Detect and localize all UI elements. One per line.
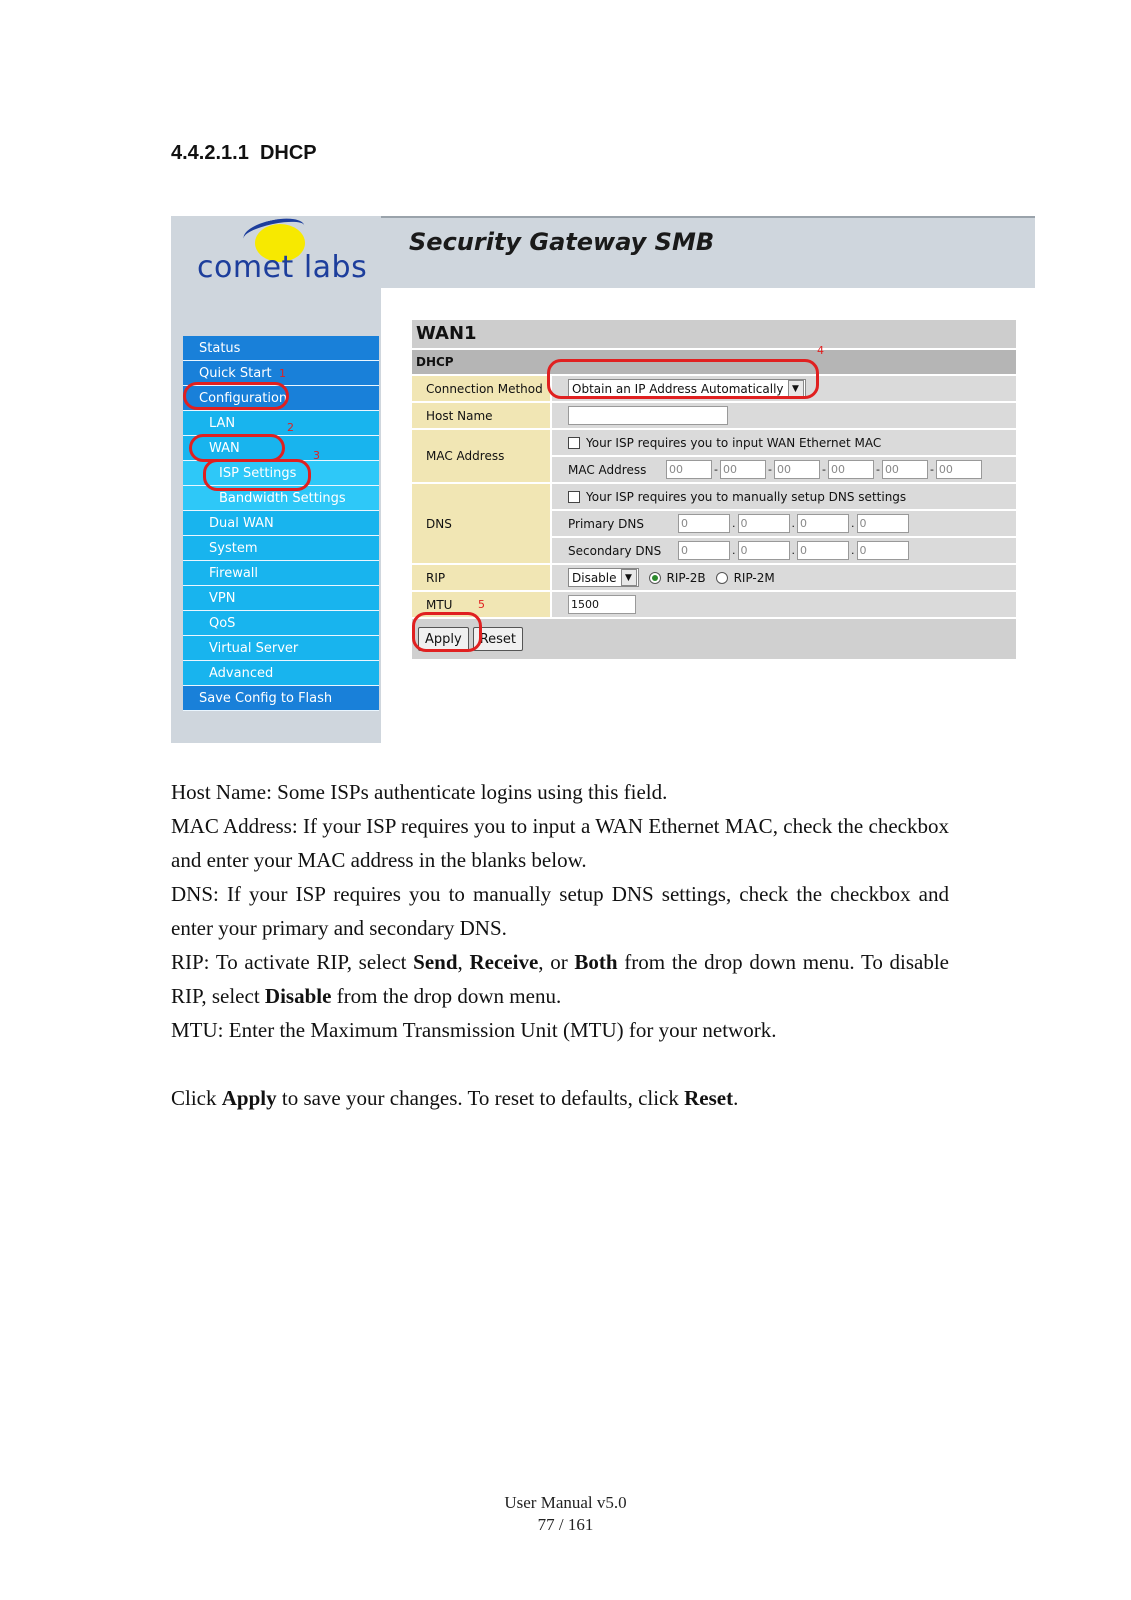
- dns-checkbox-label: Your ISP requires you to manually setup DNS settings: [586, 489, 907, 504]
- primary-dns-input-3[interactable]: 0: [797, 514, 849, 533]
- rip-2b-label: RIP-2B: [666, 570, 706, 585]
- field-separator: .: [732, 544, 736, 557]
- row-dns: [412, 484, 1016, 563]
- field-separator: -: [714, 463, 718, 476]
- mac-checkbox-label: Your ISP requires you to input WAN Ethernet MAC: [586, 435, 882, 450]
- dns-label: DNS: [412, 484, 550, 563]
- primary-dns-input-4[interactable]: 0: [857, 514, 909, 533]
- apply-term: Apply: [221, 1086, 277, 1110]
- rip-send-term: Send: [413, 950, 458, 974]
- mac-octet-input-4[interactable]: 00: [828, 460, 874, 479]
- connection-method-label: Connection Method: [412, 376, 550, 401]
- chevron-down-icon: ▼: [621, 569, 637, 586]
- sidebar-item-vpn[interactable]: VPN: [183, 586, 379, 611]
- row-mac-address: [412, 430, 1016, 482]
- sidebar-item-bandwidth-settings[interactable]: Bandwidth Settings: [183, 486, 379, 511]
- mac-checkbox[interactable]: [568, 437, 580, 449]
- sidebar-item-save-config-to-flash[interactable]: Save Config to Flash: [183, 686, 379, 711]
- mac-octet-input-6[interactable]: 00: [936, 460, 982, 479]
- button-row: [412, 619, 1016, 659]
- rip-desc-part: from the drop down menu.: [331, 984, 562, 1008]
- rip-2m-label: RIP-2M: [733, 570, 775, 585]
- section-number: 4.4.2.1.1: [171, 142, 249, 164]
- dns-desc: DNS: If your ISP requires you to manually setup DNS settings, check the checkbox and enter your primary and secondary DNS.: [171, 882, 949, 940]
- rip-desc-part: from the drop down menu. To disable RIP, select: [171, 950, 949, 1008]
- rip-receive-term: Receive: [469, 950, 539, 974]
- footer-manual: User Manual v5.0: [504, 1493, 627, 1512]
- mac-field-label: MAC Address: [568, 462, 647, 477]
- rip-2m-radio[interactable]: [716, 572, 728, 584]
- apply-desc-part: Click: [171, 1086, 222, 1110]
- apply-desc-part: .: [733, 1086, 739, 1110]
- sidebar-item-firewall[interactable]: Firewall: [183, 561, 379, 586]
- field-separator: .: [791, 517, 795, 530]
- field-separator: .: [851, 517, 855, 530]
- mtu-desc: MTU: Enter the Maximum Transmission Unit (MTU) for your network.: [171, 1018, 777, 1042]
- sidebar-item-isp-settings[interactable]: ISP Settings: [183, 461, 379, 486]
- sidebar-item-lan[interactable]: LAN: [183, 411, 379, 436]
- primary-dns-input-1[interactable]: 0: [678, 514, 730, 533]
- annotation-connection-method: [547, 359, 819, 399]
- primary-dns-input-2[interactable]: 0: [738, 514, 790, 533]
- sidebar-item-status[interactable]: Status: [183, 336, 379, 361]
- secondary-dns-input-4[interactable]: 0: [857, 541, 909, 560]
- apply-button[interactable]: Apply: [418, 627, 469, 651]
- body-text: [171, 775, 949, 1115]
- field-separator: .: [791, 544, 795, 557]
- section-title: DHCP: [259, 142, 317, 164]
- connection-method-value: Obtain an IP Address Automatically: [572, 381, 784, 396]
- section-heading: [171, 142, 317, 165]
- footer-page-number: 77 / 161: [537, 1515, 594, 1534]
- logo-text: comet labs: [197, 250, 368, 285]
- row-rip: [412, 565, 1016, 590]
- annotation-configuration: [183, 382, 289, 410]
- field-separator: -: [929, 463, 934, 476]
- sidebar-item-system[interactable]: System: [183, 536, 379, 561]
- reset-button[interactable]: Reset: [473, 627, 523, 651]
- host-name-input[interactable]: [568, 406, 728, 425]
- annotation-number-3: 3: [313, 449, 320, 462]
- row-mtu: [412, 592, 1016, 617]
- sidebar-item-dual-wan[interactable]: Dual WAN: [183, 511, 379, 536]
- panel-subtitle: DHCP: [412, 350, 1016, 374]
- mac-octet-input-1[interactable]: 00: [666, 460, 712, 479]
- dns-checkbox[interactable]: [568, 491, 580, 503]
- mtu-input[interactable]: 1500: [568, 595, 636, 614]
- field-separator: -: [767, 463, 772, 476]
- host-name-desc: Host Name: Some ISPs authenticate logins using this field.: [171, 780, 668, 804]
- rip-both-term: Both: [574, 950, 618, 974]
- annotation-number-5: 5: [478, 598, 485, 611]
- annotation-isp-settings: [203, 459, 311, 491]
- apply-desc: [171, 1081, 949, 1115]
- mac-address-desc: MAC Address: If your ISP requires you to input a WAN Ethernet MAC, check the checkbox and enter your MAC address in the blanks below.: [171, 814, 949, 872]
- field-separator: -: [821, 463, 826, 476]
- rip-disable-term: Disable: [264, 984, 332, 1008]
- field-separator: -: [875, 463, 880, 476]
- secondary-dns-input-2[interactable]: 0: [738, 541, 790, 560]
- secondary-dns-label: Secondary DNS: [568, 543, 662, 558]
- sidebar-item-wan[interactable]: WAN: [183, 436, 379, 461]
- mtu-label: MTU: [412, 592, 550, 617]
- rip-desc-part: RIP: To activate RIP, select: [171, 950, 414, 974]
- rip-select[interactable]: [568, 568, 639, 587]
- rip-value: Disable: [572, 570, 617, 585]
- annotation-number-4: 4: [817, 344, 824, 357]
- field-separator: .: [732, 517, 736, 530]
- field-separator: .: [851, 544, 855, 557]
- mac-octet-input-2[interactable]: 00: [720, 460, 766, 479]
- annotation-apply: [412, 612, 482, 652]
- rip-desc: [171, 945, 949, 1013]
- rip-desc-part: ,: [457, 950, 470, 974]
- sidebar-item-advanced[interactable]: Advanced: [183, 661, 379, 686]
- sidebar-item-quick-start[interactable]: Quick Start: [183, 361, 379, 386]
- rip-2b-radio[interactable]: [649, 572, 661, 584]
- secondary-dns-input-3[interactable]: 0: [797, 541, 849, 560]
- chevron-down-icon: ▼: [788, 380, 804, 397]
- annotation-wan: [189, 434, 285, 462]
- mac-address-label: MAC Address: [412, 430, 550, 482]
- mac-octet-input-3[interactable]: 00: [774, 460, 820, 479]
- mac-octet-input-5[interactable]: 00: [882, 460, 928, 479]
- sidebar-item-configuration[interactable]: Configuration: [183, 386, 379, 411]
- row-host-name: [412, 403, 1016, 428]
- sidebar-item-virtual-server[interactable]: Virtual Server: [183, 636, 379, 661]
- secondary-dns-input-1[interactable]: 0: [678, 541, 730, 560]
- reset-term: Reset: [684, 1086, 734, 1110]
- annotation-number-2: 2: [287, 421, 294, 434]
- rip-label: RIP: [412, 565, 550, 590]
- router-ui-screenshot: [171, 216, 1035, 743]
- rip-desc-part: , or: [538, 950, 575, 974]
- panel-title: WAN1: [412, 320, 1016, 348]
- apply-desc-part: to save your changes. To reset to defaults, click: [276, 1086, 685, 1110]
- host-name-label: Host Name: [412, 403, 550, 428]
- product-title: Security Gateway SMB: [409, 228, 715, 256]
- primary-dns-label: Primary DNS: [568, 516, 645, 531]
- annotation-number-1: 1: [279, 367, 286, 380]
- sidebar-item-qos[interactable]: QoS: [183, 611, 379, 636]
